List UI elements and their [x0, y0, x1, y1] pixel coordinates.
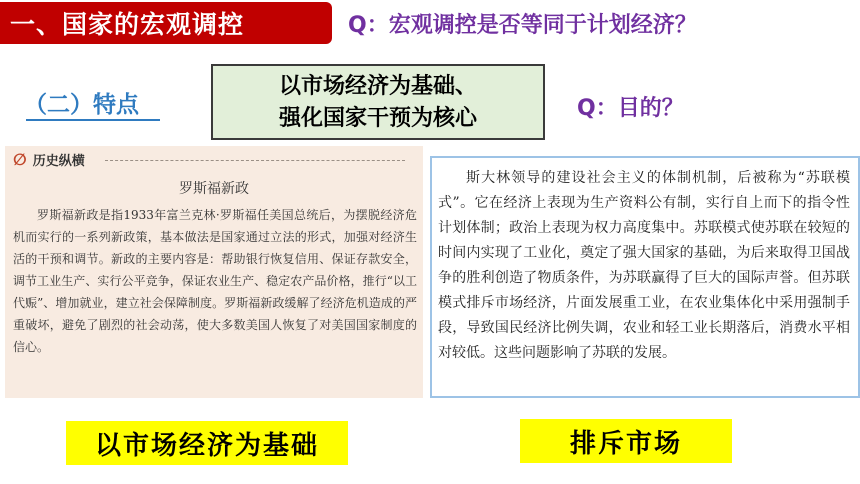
banner-market-basis-text: 以市场经济为基础 [94, 430, 319, 461]
history-logo-icon: ∅ [13, 150, 27, 169]
history-panel [5, 146, 423, 398]
section-underline [26, 119, 160, 121]
banner-exclude-market [520, 419, 732, 463]
article-body: 罗斯福新政是指1933年富兰克林·罗斯福任美国总统后，为摆脱经济危机而实行的一系列新政策，基本做法是国家通过立法的形式，加强对经济生活的干预和调节。新政的主要内容是：帮助银行恢复信用、保证存款安全，调节工业生产、实行公平竞争，保证农业生产、稳定农产品价格，推行“以工代赈”、增加就业，建立社会保障制度。罗斯福新政缓解了经济危机造成的严重破坏，避免了剧烈的社会动荡，使大多数美国人恢复了对美国国家制度的信心。 [13, 208, 417, 354]
history-header-label: 历史纵横 [32, 154, 85, 169]
banner-market-basis [66, 421, 348, 465]
question-planned-economy: Q：宏观调控是否等同于计划经济？ [348, 13, 697, 38]
characteristic-line-2: 强化国家干预为核心 [278, 105, 477, 131]
banner-exclude-market-text: 排斥市场 [569, 428, 682, 459]
soviet-model-text: 斯大林领导的建设社会主义的体制机制，后被称为“苏联模式”。它在经济上表现为生产资料公有制，实行自上而下的指令性计划体制；政治上表现为权力高度集中。苏联模式使苏联在较短的时间内实现了工业化，奠定了强大国家的基础，为后来取得卫国战争的胜利创造了物质条件，为苏联赢得了巨大的国际声誉。但苏联模式排斥市场经济，片面发展重工业，在农业集体化中采用强制手段，导致国民经济比例失调，农业和轻工业长期落后，消费水平相对较低。这些问题影响了苏联的发展。 [438, 170, 850, 361]
history-header [13, 150, 85, 169]
page-number: 1 [833, 456, 841, 470]
characteristic-box [211, 64, 545, 140]
article-title: 罗斯福新政 [179, 181, 249, 197]
history-divider [105, 160, 405, 162]
slide-title [0, 2, 332, 44]
characteristic-line-1: 以市场经济为基础、 [278, 73, 477, 99]
soviet-model-panel [430, 156, 860, 398]
slide-title-text: 一、国家的宏观调控 [10, 10, 245, 39]
question-purpose: Q：目的？ [577, 96, 684, 121]
section-heading: （二）特点 [24, 92, 139, 118]
